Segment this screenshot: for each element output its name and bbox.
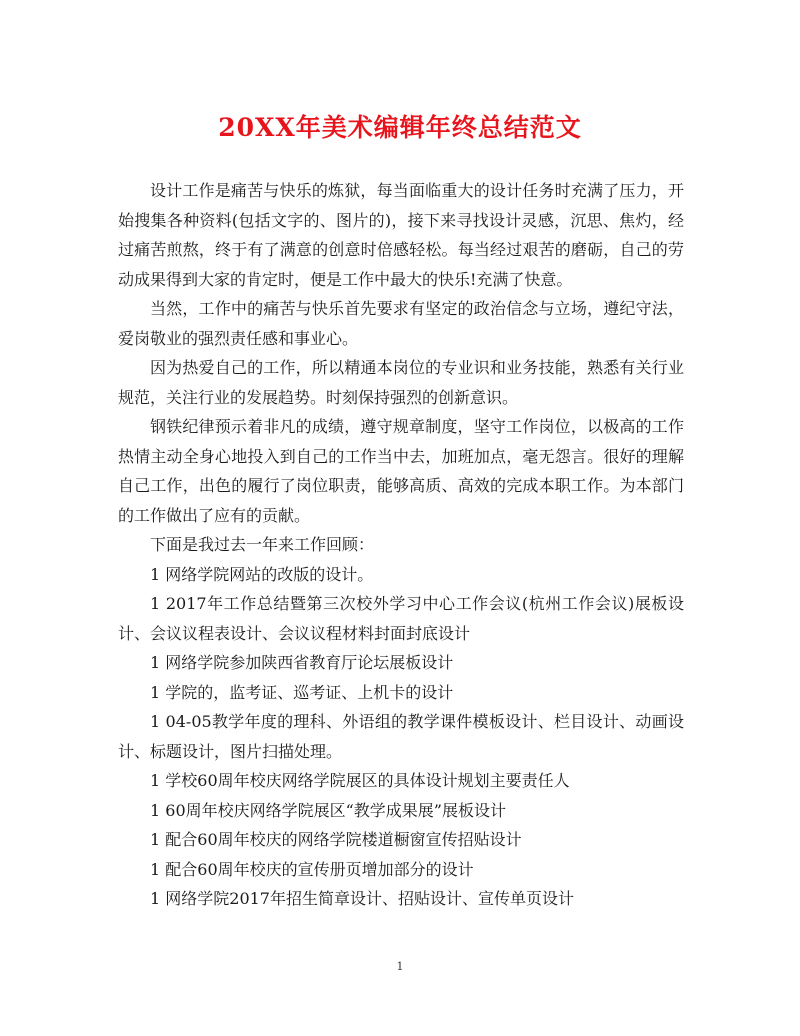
list-item: 1 网络学院2017年招生简章设计、招贴设计、宣传单页设计 [150, 889, 574, 908]
list-item: 1 60周年校庆网络学院展区“教学成果展”展板设计 [150, 800, 506, 820]
body-paragraph: 下面是我过去一年来工作回顾： [150, 535, 375, 554]
page-number: 1 [396, 960, 404, 973]
body-paragraph: 当然，工作中的痛苦与快乐首先要求有坚定的政治信念与立场，遵纪守法，爱岗敬业的强烈责任感和事业心。 [118, 299, 684, 348]
document-body [118, 176, 684, 914]
list-item: 1 网络学院网站的改版的设计。 [150, 564, 374, 584]
body-paragraph: 因为热爱自己的工作，所以精通本岗位的专业识和业务技能，熟悉有关行业规范，关注行业的发展趋势。时刻保持强烈的创新意识。 [118, 358, 684, 407]
list-item: 1 配合60周年校庆的网络学院楼道橱窗宣传招贴设计 [150, 830, 522, 849]
body-paragraph: 设计工作是痛苦与快乐的炼狱，每当面临重大的设计任务时充满了压力，开始搜集各种资料(包括文字的、图片的)，接下来寻找设计灵感，沉思、焦灼，经过痛苦煎熬，终于有了满意的创意时倍感轻松。每当经过艰苦的磨砺，自己的劳动成果得到大家的肯定时，便是工作中最大的快乐!充满了快意。 [118, 181, 684, 289]
document-title: 20XX年美术编辑年终总结范文 [218, 113, 582, 142]
list-item: 1 网络学院参加陕西省教育厅论坛展板设计 [150, 653, 454, 672]
list-item: 1 04-05教学年度的理科、外语组的教学课件模板设计、栏目设计、动画设计、标题设计，图片扫描处理。 [118, 712, 684, 761]
body-paragraph: 钢铁纪律预示着非凡的成绩，遵守规章制度，坚守工作岗位，以极高的工作热情主动全身心地投入到自己的工作当中去，加班加点，毫无怨言。很好的理解自己工作，出色的履行了岗位职责，能够高质、高效的完成本职工作。为本部门的工作做出了应有的贡献。 [118, 417, 684, 525]
list-item: 1 学院的，监考证、巡考证、上机卡的设计 [150, 682, 454, 702]
list-item: 1 学校60周年校庆网络学院展区的具体设计规划主要责任人 [150, 771, 570, 790]
list-item: 1 配合60周年校庆的宣传册页增加部分的设计 [150, 859, 474, 879]
list-item: 1 2017年工作总结暨第三次校外学习中心工作会议(杭州工作会议)展板设计、会议议程表设计、会议议程材料封面封底设计 [118, 594, 684, 643]
